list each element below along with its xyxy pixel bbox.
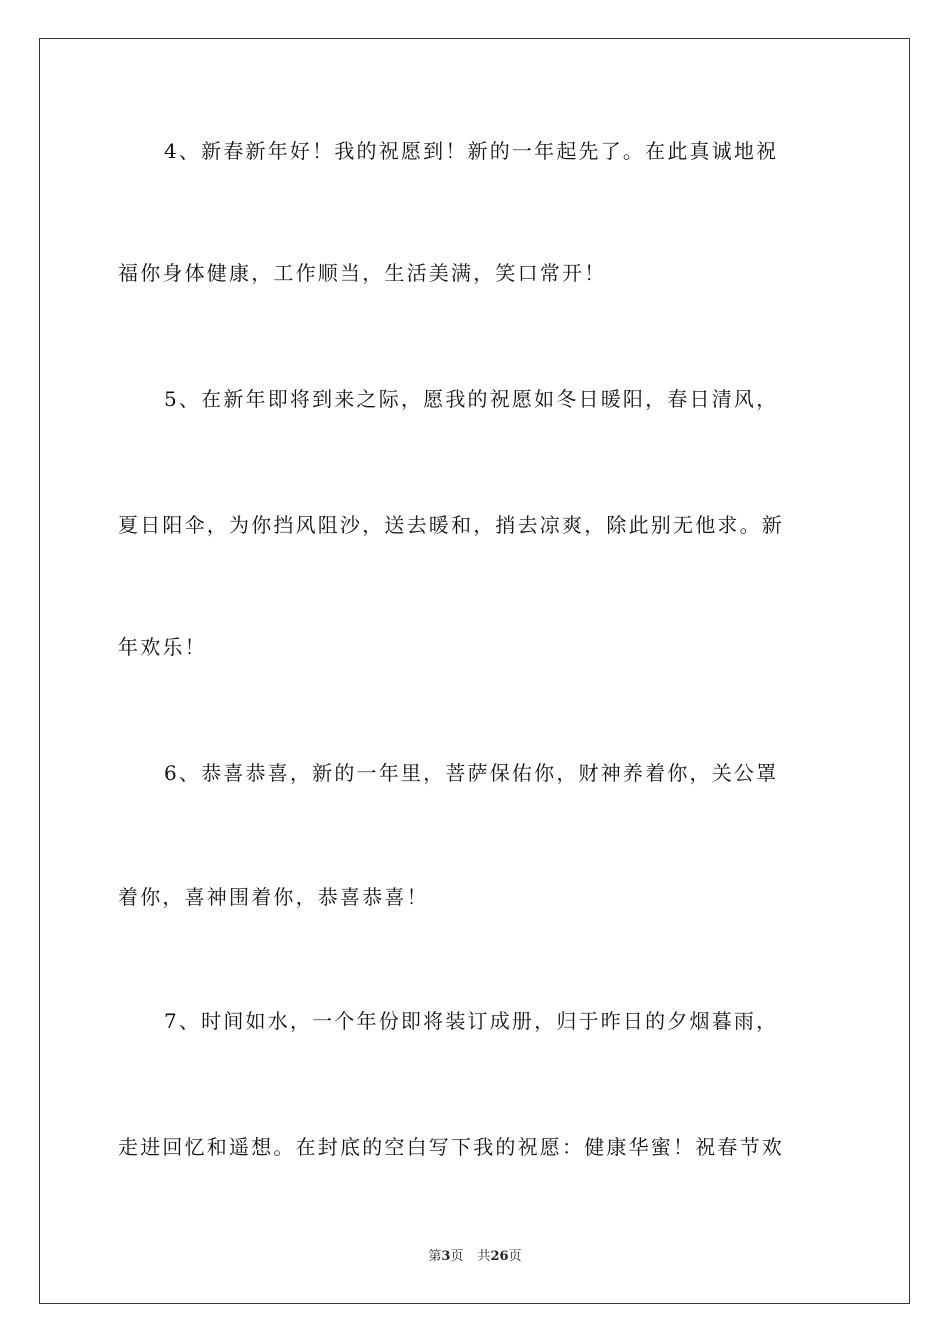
paragraph-4-line-1: 4、新春新年好！我的祝愿到！新的一年起先了。在此真诚地祝 (164, 139, 779, 163)
page-border (39, 38, 910, 1304)
footer-page-number: 3 (441, 1249, 451, 1264)
footer-total-suffix: 页 (508, 1249, 522, 1264)
footer-page-prefix: 第 (428, 1249, 442, 1264)
footer-total-pages: 26 (490, 1249, 509, 1264)
paragraph-4-line-2: 福你身体健康，工作顺当，生活美满，笑口常开！ (118, 261, 607, 285)
paragraph-7-line-2: 走进回忆和遥想。在封底的空白写下我的祝愿：健康华蜜！祝春节欢 (118, 1135, 784, 1159)
paragraph-5-line-1: 5、在新年即将到来之际，愿我的祝愿如冬日暖阳，春日清风， (164, 387, 779, 411)
page-footer (0, 1248, 950, 1266)
paragraph-7-line-1: 7、时间如水，一个年份即将装订成册，归于昨日的夕烟暮雨， (164, 1009, 779, 1033)
paragraph-6-line-2: 着你，喜神围着你，恭喜恭喜！ (118, 885, 429, 909)
paragraph-5-line-3: 年欢乐！ (118, 635, 207, 659)
footer-page-suffix: 页 (450, 1249, 464, 1264)
paragraph-5-line-2: 夏日阳伞，为你挡风阻沙，送去暖和，捎去凉爽，除此别无他求。新 (118, 513, 784, 537)
paragraph-6-line-1: 6、恭喜恭喜，新的一年里，菩萨保佑你，财神养着你，关公罩 (164, 761, 779, 785)
footer-total-prefix: 共 (477, 1249, 491, 1264)
